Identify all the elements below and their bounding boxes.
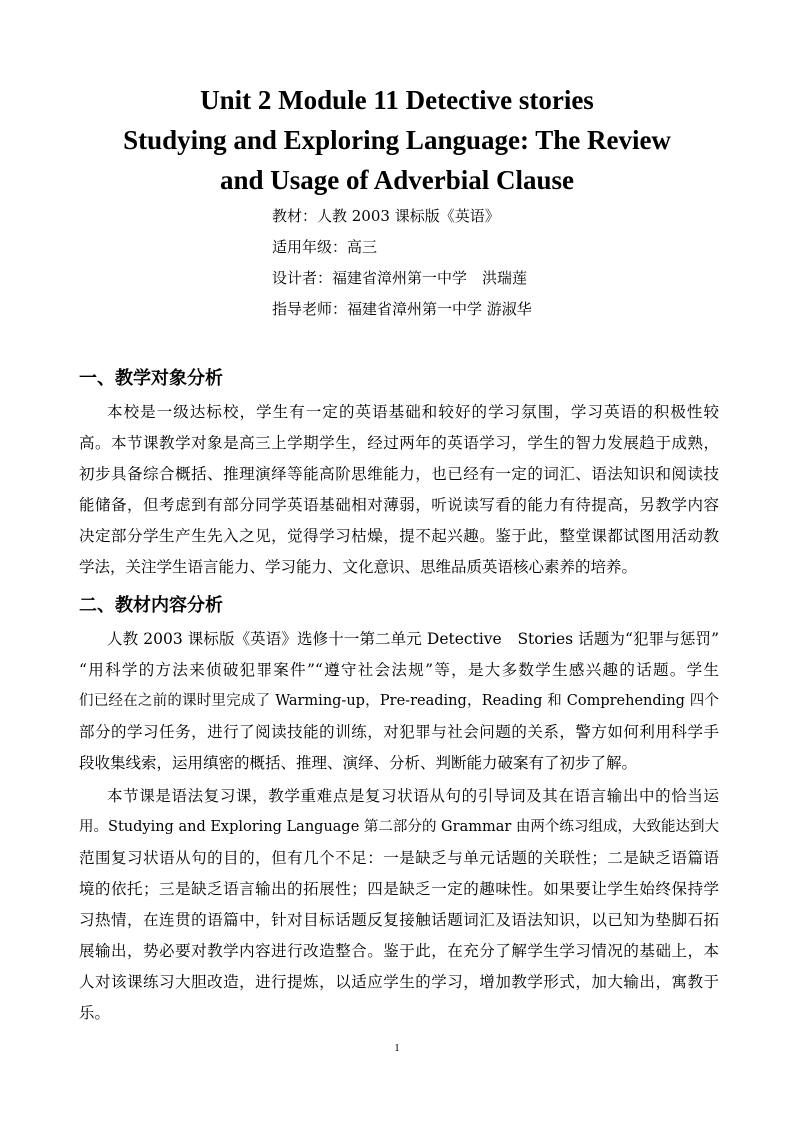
section-1-heading: 一、教学对象分析 bbox=[79, 368, 223, 389]
section-1-line: 学法，关注学生语言能力、学习能力、文化意识、思维品质英语核心素养的培养。 bbox=[79, 558, 638, 576]
advisor-info: 指导老师：福建省漳州第一中学 游淑华 bbox=[272, 300, 532, 318]
title-line-2: Studying and Exploring Language: The Review bbox=[123, 125, 671, 155]
section-2-para-1-line: “用科学的方法来侦破犯罪案件”“遵守社会法规”等，是大多数学生感兴趣的话题。学生 bbox=[79, 661, 719, 679]
section-2-para-2-line: 范围复习状语从句的目的，但有几个不足：一是缺乏与单元话题的关联性；二是缺乏语篇语 bbox=[79, 849, 719, 867]
section-2-heading: 二、教材内容分析 bbox=[79, 595, 223, 616]
grade-info: 适用年级：高三 bbox=[272, 238, 378, 256]
section-2-para-1-line: 人教 2003 课标版《英语》选修十一第二单元 Detective Stories 话题为“犯罪与惩罚” bbox=[107, 630, 719, 648]
designer-info: 设计者：福建省漳州第一中学 洪瑞莲 bbox=[272, 269, 528, 287]
section-1-line: 初步具备综合概括、推理演绎等能高阶思维能力，也已经有一定的词汇、语法知识和阅读技 bbox=[79, 465, 719, 483]
section-2-para-2-line: 展输出，势必要对教学内容进行改造整合。鉴于此，在充分了解学生学习情况的基础上，本 bbox=[79, 942, 719, 960]
section-2-para-1-line: 们已经在之前的课时里完成了 Warming-up，Pre-reading，Reading 和 Comprehending 四个 bbox=[79, 693, 719, 709]
section-2-para-1-line: 部分的学习任务，进行了阅读技能的训练，对犯罪与社会问题的关系，警方如何利用科学手 bbox=[79, 723, 719, 741]
section-2-para-2-line: 用。Studying and Exploring Language 第二部分的 Grammar 由两个练习组成，大致能达到大 bbox=[79, 819, 719, 835]
title-line-3: and Usage of Adverbial Clause bbox=[219, 165, 575, 195]
section-1-line: 能储备，但考虑到有部分同学英语基础相对薄弱，听说读写看的能力有待提高，另教学内容 bbox=[79, 496, 719, 514]
title-line-1: Unit 2 Module 11 Detective stories bbox=[200, 85, 594, 115]
section-2-para-2-line: 境的依托；三是缺乏语言输出的拓展性；四是缺乏一定的趣味性。如果要让学生始终保持学 bbox=[79, 880, 719, 898]
section-2-para-2-line: 人对该课练习大胆改造，进行提炼，以适应学生的学习，增加教学形式，加大输出，寓教于 bbox=[79, 973, 719, 991]
section-1-line: 决定部分学生产生先入之见，觉得学习枯燥，提不起兴趣。鉴于此，整堂课都试图用活动教 bbox=[79, 527, 719, 545]
section-2-para-2-line: 习热情，在连贯的语篇中，针对目标话题反复接触话题词汇及语法知识，以已知为垫脚石拓 bbox=[79, 911, 719, 929]
section-1-line: 本校是一级达标校，学生有一定的英语基础和较好的学习氛围，学习英语的积极性较 bbox=[107, 403, 719, 421]
section-2-para-2-line: 乐。 bbox=[79, 1004, 111, 1022]
section-2-para-1-line: 段收集线索，运用缜密的概括、推理、演绎、分析、判断能力破案有了初步了解。 bbox=[79, 754, 638, 772]
textbook-info: 教材：人教 2003 课标版《英语》 bbox=[272, 207, 500, 225]
page-number: 1 bbox=[394, 1042, 400, 1054]
section-1-line: 高。本节课教学对象是高三上学期学生，经过两年的英语学习，学生的智力发展趋于成熟， bbox=[79, 434, 719, 452]
section-2-para-2-line: 本节课是语法复习课，教学重难点是复习状语从句的引导词及其在语言输出中的恰当运 bbox=[107, 787, 719, 805]
